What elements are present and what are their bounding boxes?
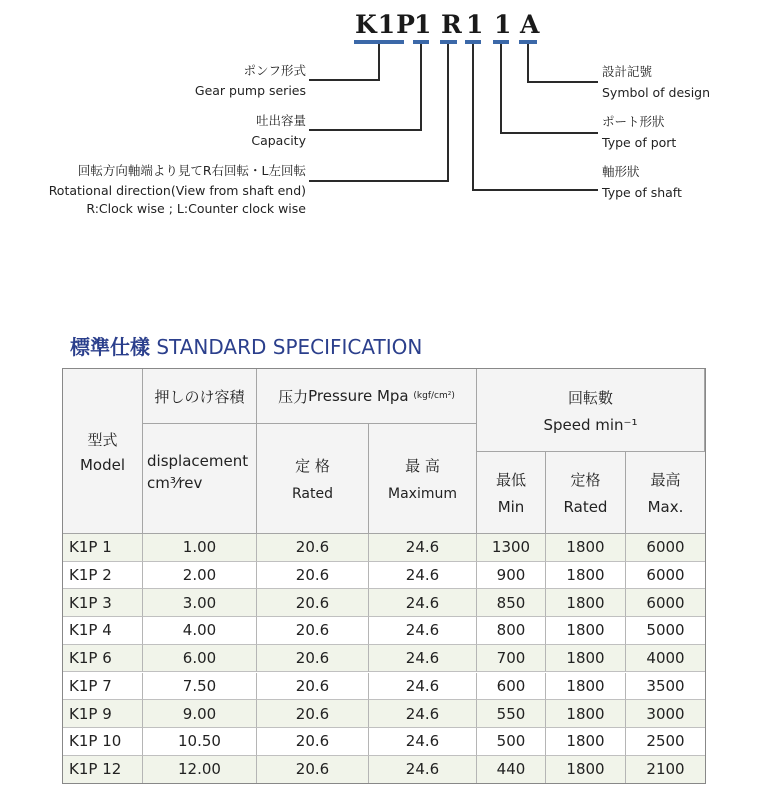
cell-speed-rated: 1800 [546,700,626,728]
leader-port-h [500,132,598,134]
cell-speed-max: 5000 [626,617,705,645]
label-shaft-en: Type of shaft [602,185,682,200]
header-pressure-rated-en: Rated [292,486,333,502]
code-design: A [520,10,541,39]
cell-pressure-max: 24.6 [369,534,477,562]
header-speed-min-en: Min [497,498,525,516]
cell-speed-rated: 1800 [546,728,626,756]
label-port-jp: ポート形狀 [602,114,665,129]
spec-table [62,368,706,784]
cell-speed-max: 3500 [626,673,705,701]
header-speed [477,369,705,452]
header-pressure-max-jp: 最 高 [405,457,440,475]
code-shaft: 1 [466,10,485,39]
label-port-en: Type of port [602,135,677,150]
table-row [63,728,705,756]
table-row [63,589,705,617]
cell-displacement: 12.00 [143,756,257,784]
cell-displacement: 7.50 [143,673,257,701]
cell-model: K1P 7 [63,673,143,701]
header-pressure-jp: 压力 [278,387,309,406]
header-pressure-en: Pressure Mpa [308,387,409,405]
table-row [63,534,705,562]
cell-pressure-rated: 20.6 [257,589,369,617]
cell-speed-rated: 1800 [546,534,626,562]
cell-speed-max: 2100 [646,760,685,779]
header-speed-jp: 回転數 [567,388,613,407]
cell-pressure-max: 24.6 [369,589,477,617]
leader-capacity-h [309,129,422,131]
cell-model: K1P 1 [63,534,143,562]
label-rotation-en2: R:Clock wise ; L:Counter clock wise [86,201,306,216]
header-model-en: Model [79,455,126,474]
label-rotation-en: Rotational direction(View from shaft end) [48,183,306,198]
cell-speed-rated: 1800 [546,562,626,590]
label-pump-type-jp: ポンフ形式 [243,63,306,78]
label-design-en: Symbol of design [602,85,711,100]
cell-speed-rated: 1800 [546,673,626,701]
cell-speed-min: 900 [477,562,546,590]
cell-pressure-max: 24.6 [369,562,477,590]
cell-speed-min: 550 [477,700,546,728]
code-capacity: 1 [414,10,433,39]
header-pressure-unit: (kgf/cm²) [413,391,455,401]
cell-pressure-rated: 20.6 [257,645,369,673]
leader-design-v [527,44,529,82]
cell-speed-rated: 1800 [546,589,626,617]
cell-pressure-rated: 20.6 [257,617,369,645]
cell-speed-min: 500 [477,728,546,756]
section-title-jp: 標準仕樣 [70,335,150,359]
cell-speed-min: 800 [477,617,546,645]
cell-displacement: 3.00 [143,589,257,617]
label-shaft-jp: 軸形狀 [602,164,640,179]
label-capacity-en: Capacity [251,133,306,148]
header-speed-min [477,452,546,534]
leader-capacity-v [420,44,422,130]
section-title-en: STANDARD SPECIFICATION [156,335,423,359]
header-pressure-max [369,424,477,534]
cell-speed-min: 700 [477,645,546,673]
table-row [63,673,705,701]
cell-speed-min: 850 [477,589,546,617]
header-speed-rated-jp: 定格 [570,471,601,489]
header-speed-max-jp: 最高 [650,471,681,489]
header-speed-min-jp: 最低 [495,471,526,489]
leader-port-v [500,44,502,133]
label-design-jp: 設計記號 [602,64,653,79]
leader-series-h [309,79,380,81]
table-row [63,756,705,784]
cell-pressure-rated: 20.6 [257,534,369,562]
cell-pressure-rated: 20.6 [257,673,369,701]
cell-displacement: 9.00 [143,700,257,728]
header-pressure [257,369,477,424]
cell-pressure-max: 24.6 [369,756,477,784]
label-pump-type-en: Gear pump series [194,83,306,98]
cell-pressure-max: 24.6 [369,645,477,673]
table-row [63,617,705,645]
header-model-jp: 型式 [87,430,118,449]
leader-rotation-v [447,44,449,181]
cell-pressure-rated: 20.6 [257,562,369,590]
cell-pressure-rated: 20.6 [257,756,369,784]
cell-speed-rated: 1800 [546,756,626,784]
cell-model: K1P 9 [63,700,143,728]
leader-shaft-v [472,44,474,190]
header-pressure-rated [257,424,369,534]
cell-model: K1P 2 [63,562,143,590]
leader-rotation-h [309,180,449,182]
header-displacement-en [143,424,257,534]
cell-speed-min: 600 [477,673,546,701]
cell-speed-max: 2500 [626,728,705,756]
header-speed-en: Speed min⁻¹ [543,415,638,434]
cell-model: K1P 12 [63,756,143,784]
cell-speed-min: 1300 [477,534,546,562]
cell-pressure-max: 24.6 [369,673,477,701]
cell-displacement: 2.00 [143,562,257,590]
cell-speed-min: 440 [477,756,546,784]
cell-pressure-max: 24.6 [369,617,477,645]
header-displacement-en-text: displacement [147,452,249,470]
header-pressure-max-en: Maximum [388,486,457,502]
header-speed-max-en: Max. [647,498,684,516]
header-speed-rated-en: Rated [563,498,608,516]
header-speed-rated [546,452,626,534]
code-port: 1 [494,10,513,39]
header-model [63,369,143,534]
leader-design-h [527,81,598,83]
table-row [63,645,705,673]
cell-model: K1P 3 [63,589,143,617]
cell-model: K1P 4 [63,617,143,645]
cell-speed-max: 4000 [626,645,705,673]
table-row [63,700,705,728]
leader-shaft-h [472,189,598,191]
cell-speed-max: 6000 [626,534,705,562]
table-row [63,562,705,590]
cell-displacement: 10.50 [143,728,257,756]
cell-model: K1P 10 [63,728,143,756]
code-series: K1P [355,10,416,39]
cell-speed-max: 6000 [626,562,705,590]
cell-pressure-max: 24.6 [369,700,477,728]
header-displacement-unit: cm³⁄rev [147,474,203,492]
cell-speed-rated: 1800 [546,617,626,645]
cell-displacement: 4.00 [143,617,257,645]
section-title [70,331,422,360]
code-rotation: R [441,10,463,39]
header-displacement-jp [143,369,257,424]
label-capacity-jp: 吐出容量 [255,113,306,128]
cell-speed-max: 6000 [626,589,705,617]
cell-speed-rated: 1800 [546,645,626,673]
header-speed-max [626,452,705,534]
cell-displacement: 6.00 [143,645,257,673]
header-pressure-rated-jp: 定 格 [295,457,330,475]
header-displacement-jp-text: 押しのけ容積 [154,387,245,406]
cell-displacement: 1.00 [143,534,257,562]
cell-pressure-rated: 20.6 [257,700,369,728]
cell-pressure-max: 24.6 [369,728,477,756]
cell-pressure-rated: 20.6 [257,728,369,756]
cell-speed-max: 3000 [626,700,705,728]
label-rotation-jp: 回転方向軸端より見てR右回転・L左回転 [77,163,306,178]
cell-model: K1P 6 [63,645,143,673]
leader-series-v [378,44,380,80]
